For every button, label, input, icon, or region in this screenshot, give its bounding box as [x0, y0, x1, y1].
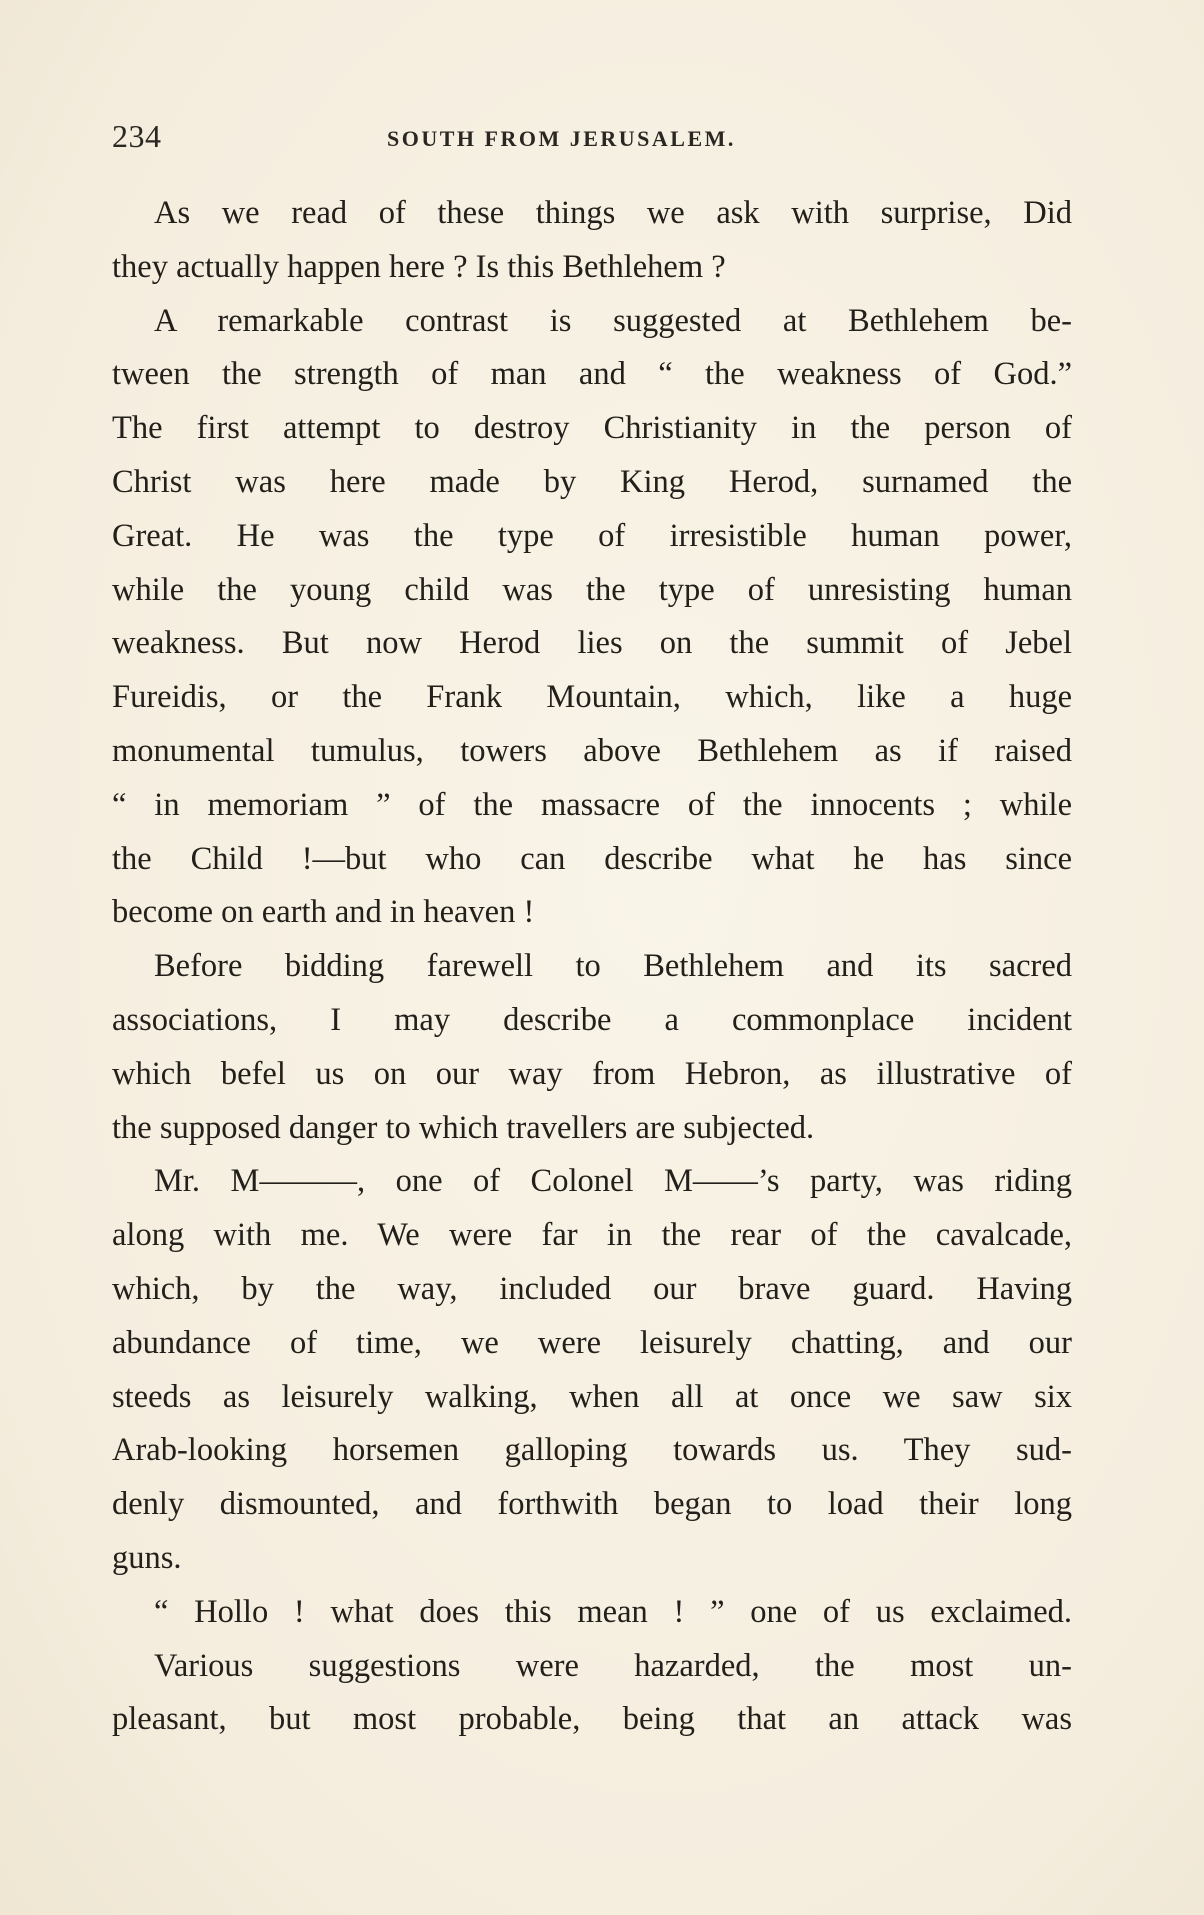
text-line: pleasant, but most probable, being that an attack was	[112, 1701, 1072, 1738]
text-line: abundance of time, we were leisurely chatting, and our	[112, 1324, 1072, 1361]
text-line: As we read of these things we ask with surprise, Did	[154, 195, 1072, 231]
text-line: A remarkable contrast is suggested at Bethlehem be-	[154, 302, 1072, 339]
page-header	[112, 118, 1072, 158]
text-line: tween the strength of man and “ the weakness of God.”	[112, 356, 1072, 393]
text-line: Arab-looking horsemen galloping towards us. They sud-	[112, 1432, 1072, 1469]
text-line: associations, I may describe a commonplace incident	[112, 1001, 1072, 1038]
page-number: 234	[112, 118, 162, 154]
text-line: The first attempt to destroy Christianity in the person of	[112, 410, 1072, 447]
text-line: become on earth and in heaven !	[112, 894, 535, 931]
text-line: the Child !—but who can describe what he has since	[112, 840, 1072, 877]
text-line: along with me. We were far in the rear of the cavalcade,	[112, 1217, 1072, 1254]
text-line: guns.	[112, 1539, 182, 1576]
text-line: while the young child was the type of unresisting human	[112, 571, 1072, 608]
text-line: weakness. But now Herod lies on the summit of Jebel	[112, 625, 1072, 662]
text-line: which befel us on our way from Hebron, as illustrative of	[112, 1055, 1072, 1092]
text-line: Great. He was the type of irresistible human power,	[112, 517, 1072, 554]
running-head: SOUTH FROM JERUSALEM.	[387, 126, 736, 151]
text-line: Before bidding farewell to Bethlehem and its sacred	[154, 948, 1072, 985]
text-line: which, by the way, included our brave guard. Having	[112, 1270, 1072, 1307]
text-line: “ in memoriam ” of the massacre of the innocents ; while	[112, 786, 1072, 823]
text-line: they actually happen here ? Is this Bethlehem ?	[112, 248, 726, 285]
text-line: the supposed danger to which travellers are subjected.	[112, 1109, 815, 1146]
text-line: Various suggestions were hazarded, the most un-	[154, 1647, 1072, 1684]
text-line: Christ was here made by King Herod, surnamed the	[112, 463, 1072, 500]
text-line: “ Hollo ! what does this mean ! ” one of us exclaimed.	[154, 1593, 1072, 1630]
body-text	[112, 187, 1072, 1747]
text-line: denly dismounted, and forthwith began to load their long	[112, 1486, 1072, 1523]
text-line: Fureidis, or the Frank Mountain, which, like a huge	[112, 679, 1072, 716]
text-line: steeds as leisurely walking, when all at once we saw six	[112, 1378, 1072, 1415]
text-line: monumental tumulus, towers above Bethlehem as if raised	[112, 732, 1072, 769]
text-line: Mr. M———, one of Colonel M——’s party, was riding	[154, 1163, 1072, 1200]
